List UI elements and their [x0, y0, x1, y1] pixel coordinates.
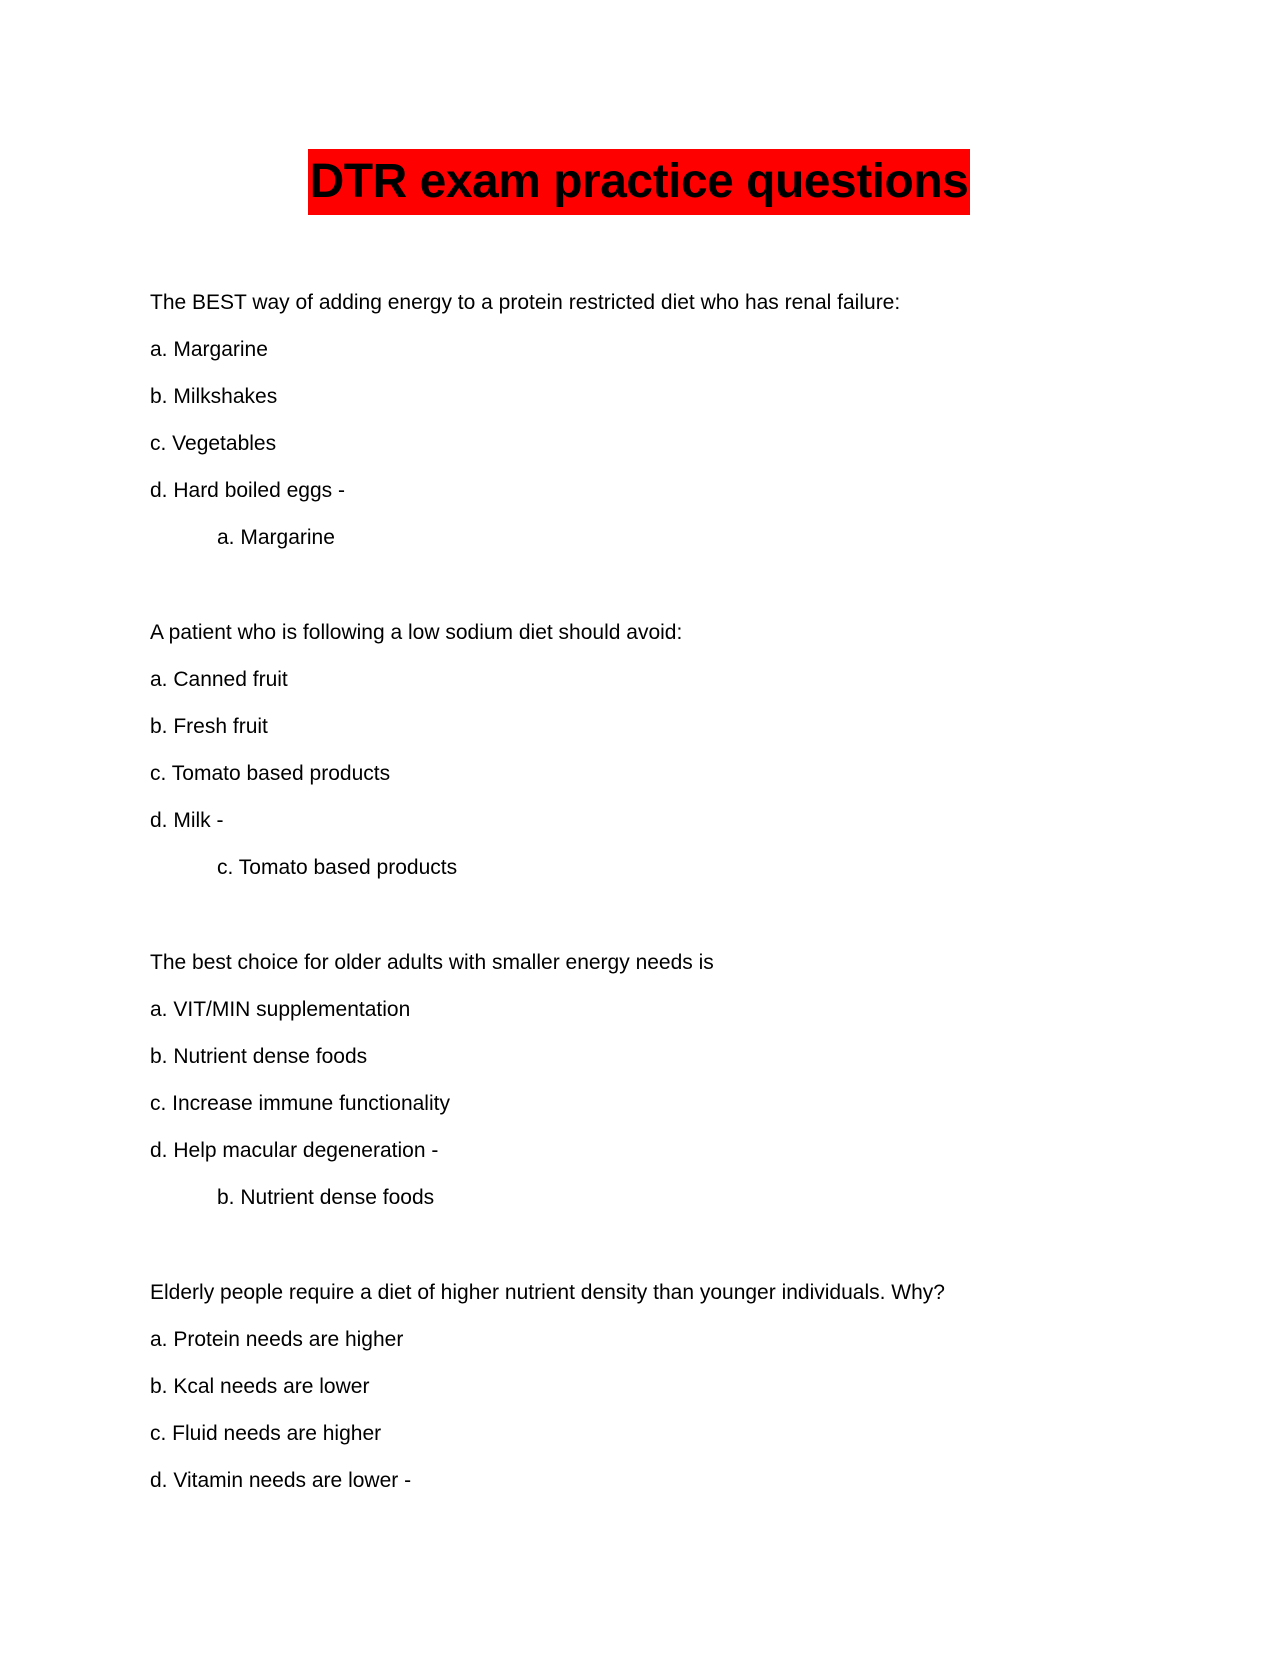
- option-a: a. Canned fruit: [150, 668, 288, 691]
- page-title: DTR exam practice questions: [308, 149, 971, 215]
- option-c: c. Fluid needs are higher: [150, 1422, 382, 1445]
- question-stem: The best choice for older adults with smaller energy needs is: [150, 951, 714, 974]
- questions-list: [150, 279, 1150, 1504]
- option-d: d. Help macular degeneration -: [150, 1139, 439, 1162]
- answer-line: b. Nutrient dense foods: [217, 1186, 435, 1209]
- title-container: [0, 149, 1280, 215]
- answer-line: a. Margarine: [217, 526, 335, 549]
- option-a: a. VIT/MIN supplementation: [150, 998, 411, 1021]
- option-b: b. Nutrient dense foods: [150, 1045, 368, 1068]
- option-b: b. Kcal needs are lower: [150, 1375, 370, 1398]
- option-b: b. Fresh fruit: [150, 715, 268, 738]
- option-c: c. Increase immune functionality: [150, 1092, 450, 1115]
- question-stem: Elderly people require a diet of higher nutrient density than younger individuals. Why?: [150, 1281, 945, 1304]
- question-stem: The BEST way of adding energy to a protein restricted diet who has renal failure:: [150, 291, 901, 314]
- option-c: c. Tomato based products: [150, 762, 391, 785]
- option-d: d. Hard boiled eggs -: [150, 479, 345, 502]
- option-d: d. Milk -: [150, 809, 224, 832]
- option-c: c. Vegetables: [150, 432, 277, 455]
- question-block: [150, 609, 1150, 891]
- option-b: b. Milkshakes: [150, 385, 278, 408]
- answer-line: c. Tomato based products: [217, 856, 458, 879]
- option-a: a. Protein needs are higher: [150, 1328, 404, 1351]
- question-stem: A patient who is following a low sodium diet should avoid:: [150, 621, 683, 644]
- question-block: [150, 1269, 1150, 1504]
- question-block: [150, 279, 1150, 561]
- question-block: [150, 939, 1150, 1221]
- option-a: a. Margarine: [150, 338, 268, 361]
- option-d: d. Vitamin needs are lower -: [150, 1469, 412, 1492]
